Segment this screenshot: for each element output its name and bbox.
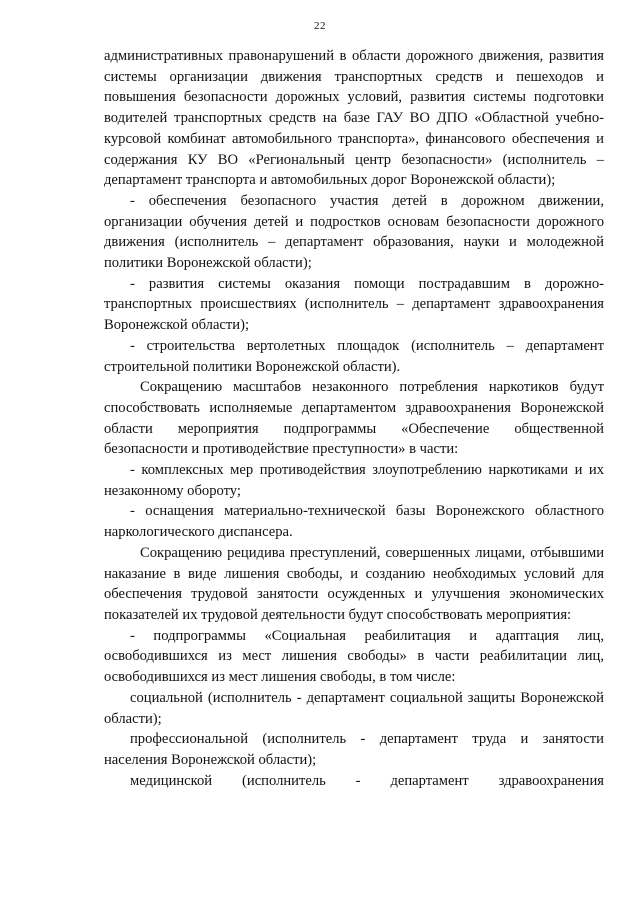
paragraph-list-item: - строительства вертолетных площадок (исполнитель – департамент строительной политики Воронежской области). [104, 337, 604, 375]
document-body [104, 46, 604, 791]
paragraph-continuation: административных правонарушений в области дорожного движения, развития системы организации движения транспортных средств и пешеходов и повышения безопасности дорожных условий, развития системы подготовки водителей транспортных средств на базе ГАУ ВО ДПО «Областной учебно-курсовой комбинат автомобильного транспорта», финансового обеспечения и содержания КУ ВО «Региональный центр безопасности» (исполнитель – департамент транспорта и автомобильных дорог Воронежской области); [104, 48, 604, 189]
paragraph: Сокращению рецидива преступлений, совершенных лицами, отбывшими наказание в виде лишения свободы, и созданию необходимых условий для обеспечения трудовой занятости осужденных и улучшения экономических показателей их трудовой деятельности будут способствовать мероприятия: [104, 544, 604, 623]
paragraph-subitem: профессиональной (исполнитель - департамент труда и занятости населения Воронежской области); [104, 731, 604, 768]
paragraph-subitem: медицинской (исполнитель - департамент здравоохранения [130, 772, 604, 789]
page-number: 22 [314, 20, 326, 32]
paragraph-list-item: - оснащения материально-технической базы Воронежского областного наркологического диспансера. [104, 503, 604, 541]
paragraph-list-item: - комплексных мер противодействия злоупотреблению наркотиками и их незаконному обороту; [104, 462, 604, 499]
paragraph-list-item: - развития системы оказания помощи пострадавшим в дорожно-транспортных происшествиях (исполнитель – департамент здравоохранения Воронежской области); [104, 275, 604, 334]
paragraph-subitem: социальной (исполнитель - департамент социальной защиты Воронежской области); [104, 689, 604, 727]
paragraph-list-item: - подпрограммы «Социальная реабилитация и адаптация лиц, освободившихся из мест лишения свободы» в части реабилитации лиц, освободившихся из мест лишения свободы, в том числе: [104, 627, 604, 686]
paragraph: Сокращению масштабов незаконного потребления наркотиков будут способствовать исполняемые департаментом здравоохранения Воронежской области мероприятия подпрограммы «Обеспечение общественной безопасности и противодействие преступности» в части: [104, 379, 604, 458]
paragraph-list-item: - обеспечения безопасного участия детей в дорожном движении, организации обучения детей и подростков основам безопасности дорожного движения (исполнитель – департамент образования, науки и молодежной политики Воронежской области); [104, 192, 604, 272]
